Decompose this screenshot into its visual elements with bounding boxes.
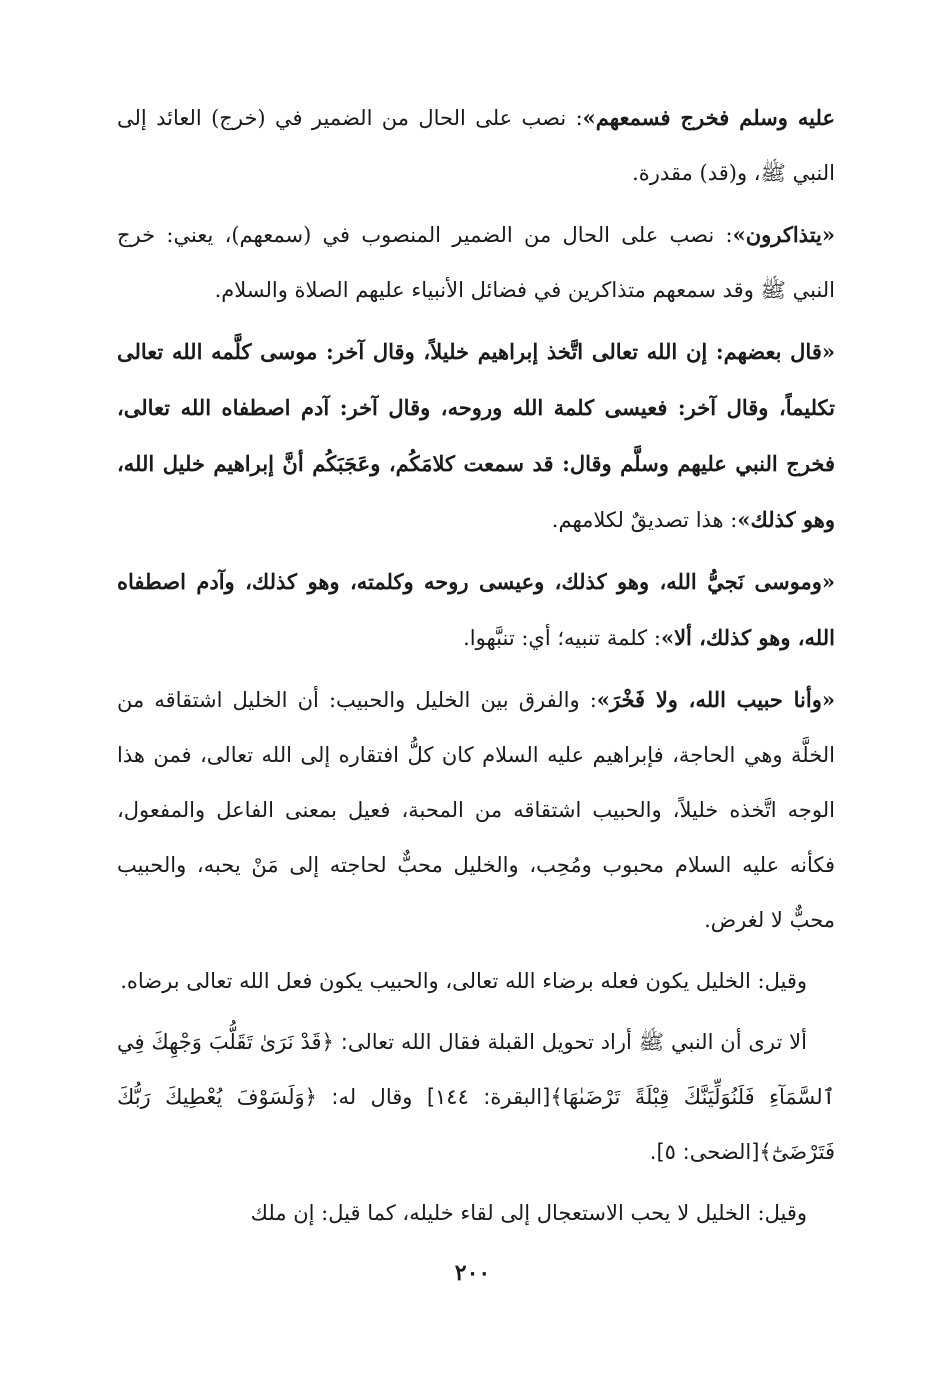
paragraph-8 [117, 1186, 835, 1241]
commentary-text: : كلمة تنبيه؛ أي: تنبَّهوا. [463, 626, 661, 650]
bold-phrase: عليه وسلم فخرج فسمعهم» [582, 105, 835, 130]
paragraph-4 [117, 554, 835, 666]
paragraph-6 [117, 954, 835, 1009]
page-body [117, 90, 835, 1247]
bold-phrase: «يتذاكرون» [732, 222, 835, 247]
paragraph-2 [117, 207, 835, 318]
paragraph-3 [117, 324, 835, 548]
commentary-text: : نصب على الحال من الضمير في (خرج) العائد إلى النبي ﷺ، و(قد) مقدرة. [117, 106, 835, 185]
paragraph-5 [117, 672, 835, 948]
bold-phrase: «وأنا حبيب الله، ولا فَخْرَ» [596, 687, 835, 712]
paragraph-7 [117, 1015, 835, 1180]
commentary-text: : نصب على الحال من الضمير المنصوب في (سمعهم)، يعني: خرج النبي ﷺ وقد سمعهم متذاكرين في فضائل الأنبياء عليهم الصلاة والسلام. [117, 223, 835, 302]
bold-phrase: «قال بعضهم: إن الله تعالى اتَّخذ إبراهيم خليلاً، وقال آخر: موسى كلَّمه الله تعالى تكليماً، وقال آخر: فعيسى كلمة الله وروحه، وقال آخر: آدم اصطفاه الله تعالى، فخرج النبي عليهم وسلَّم وقال: قد سمعت كلامَكُم، وعَجَبَكُم أنَّ إبراهيم خليل الله، وهو كذلك» [117, 339, 835, 532]
commentary-text: : هذا تصديقٌ لكلامهم. [551, 508, 738, 532]
paragraph-1 [117, 90, 835, 201]
bold-phrase: «وموسى نَجيُّ الله، وهو كذلك، وعيسى روحه وكلمته، وهو كذلك، وآدم اصطفاه الله، وهو كذلك، ألا» [117, 569, 835, 650]
commentary-text: وقيل: الخليل يكون فعله برضاء الله تعالى، والحبيب يكون فعل الله تعالى برضاه. [120, 969, 807, 993]
page-number: ٢٠٠ [454, 1260, 491, 1286]
commentary-text: : والفرق بين الخليل والحبيب: أن الخليل اشتقاقه من الخلَّة وهي الحاجة، فإبراهيم عليه السلام كان كلُّ افتقاره إلى الله تعالى، فمن هذا الوجه اتَّخذه خليلاً، والحبيب اشتقاقه من المحبة، فعيل بمعنى الفاعل والمفعول، فكأنه عليه السلام محبوب ومُحِب، والخليل محبٌّ لحاجته إلى مَنْ يحبه، والحبيب محبٌّ لا لغرض. [117, 688, 836, 932]
commentary-text: وقيل: الخليل لا يحب الاستعجال إلى لقاء خليله، كما قيل: إن ملك [250, 1201, 807, 1225]
quran-citation-text: ألا ترى أن النبي ﷺ أراد تحويل القبلة فقال الله تعالى: ﴿قَدْ نَرَىٰ تَقَلُّبَ وَجْهِكَ فِي ٱلسَّمَآءِ فَلَنُوَلِّيَنَّكَ قِبْلَةً تَرْضَىٰهَا﴾[البقرة: ١٤٤] وقال له: ﴿وَلَسَوْفَ يُعْطِيكَ رَبُّكَ فَتَرْضَىٰٓ﴾[الضحى: ٥]. [117, 1030, 835, 1164]
